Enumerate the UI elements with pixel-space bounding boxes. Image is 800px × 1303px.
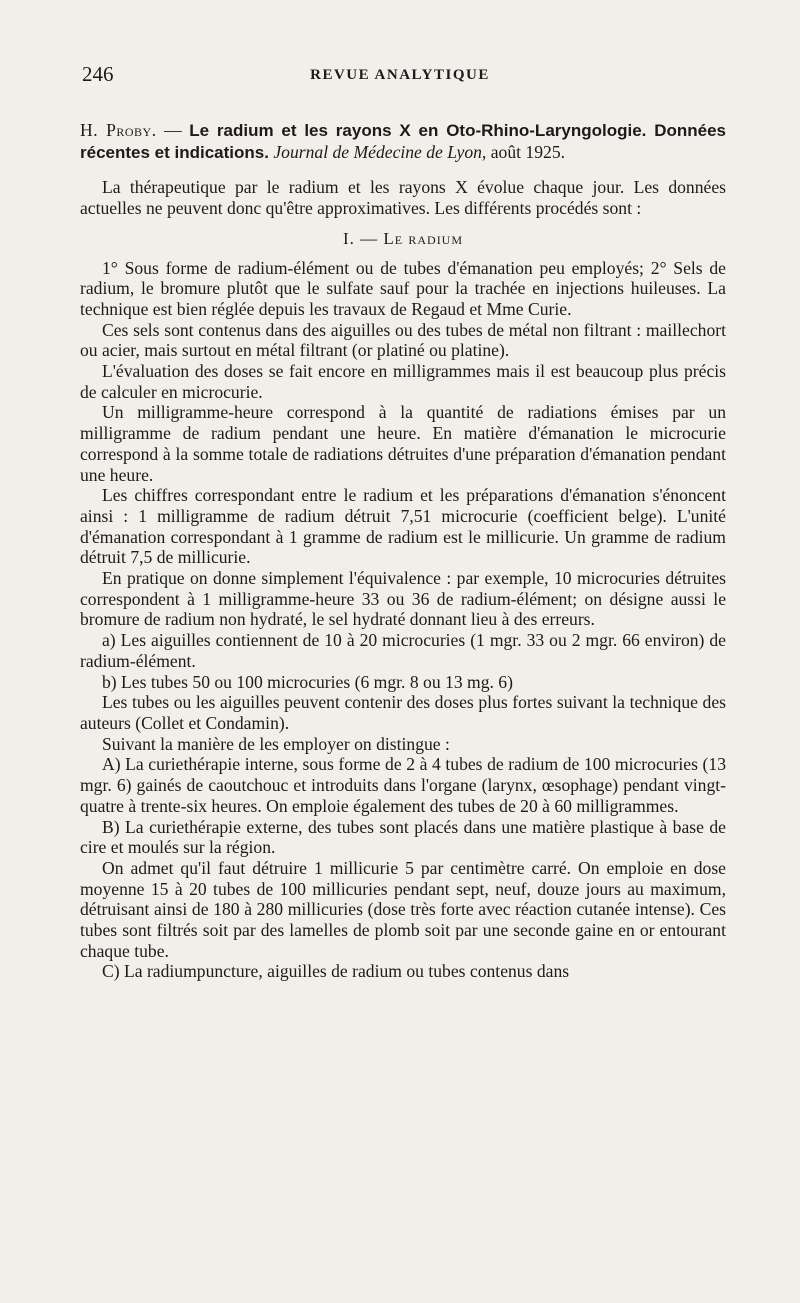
paragraph: b) Les tubes 50 ou 100 microcuries (6 mgr. 8 ou 13 mg. 6) [102, 671, 513, 692]
reference-journal: Journal de Médecine de Lyon, [273, 141, 487, 162]
paragraph: Ces sels sont contenus dans des aiguilles ou des tubes de métal non filtrant : maillechort ou acier, mais surtout en métal filtrant (or platiné ou platine). [80, 319, 726, 361]
page-header [0, 62, 800, 92]
section-number: I. — [342, 228, 384, 248]
paragraph: C) La radiumpuncture, aiguilles de radium ou tubes contenus dans [102, 961, 570, 982]
reference-author: H. Proby. [80, 120, 157, 140]
paragraph: Les chiffres correspondant entre le radium et les préparations d'émanation s'énoncent ainsi : 1 milligramme de radium détruit 7,51 microcurie (coefficient belge). L'unité d'émanation correspondant à 1 gramme de radium est le millicurie. Un gramme de radium détruit 7,5 de millicurie. [80, 485, 726, 568]
page-number: 246 [82, 62, 114, 86]
paragraph: 1° Sous forme de radium-élément ou de tubes d'émanation peu employés; 2° Sels de radium, le bromure plutôt que le sulfate sauf pour la trachée en injections huileuses. La technique est bien réglée depuis les travaux de Regaud et Mme Curie. [80, 257, 726, 319]
reference-dash: — [156, 120, 190, 140]
paragraph: Un milligramme-heure correspond à la quantité de radiations émises par un milligramme de radium pendant une heure. En matière d'émanation le microcurie correspond à la somme totale de radiations détruites d'une préparation d'émanation pendant une heure. [80, 402, 726, 485]
bibliographic-reference [80, 120, 726, 163]
reference-title: Le radium et les rayons X en Oto-Rhino-Laryngologie. Données récentes et indications. [80, 121, 727, 162]
paragraph: L'évaluation des doses se fait encore en milligrammes mais il est beaucoup plus précis de calculer en microcurie. [80, 361, 726, 402]
section-label: Le radium [383, 228, 464, 248]
reference-date: août 1925. [486, 141, 566, 162]
page-body [80, 120, 726, 982]
paragraph: Les tubes ou les aiguilles peuvent contenir des doses plus fortes suivant la technique des auteurs (Collet et Condamin). [80, 692, 726, 733]
paragraph: On admet qu'il faut détruire 1 millicurie 5 par centimètre carré. On emploie en dose moyenne 15 à 20 tubes de 100 millicuries pendant sept, neuf, douze jours au maximum, détruisant ainsi de 180 à 280 millicuries (dose très forte avec réaction cutanée intense). Ces tubes sont filtrés soit par des lamelles de plomb soit par une seconde gaine en or entourant chaque tube. [80, 857, 726, 961]
running-title: REVUE ANALYTIQUE [310, 67, 490, 83]
intro-paragraph: La thérapeutique par le radium et les rayons X évolue chaque jour. Les données actuelles ne peuvent donc qu'être approximatives. Les différents procédés sont : [80, 177, 726, 219]
paragraph: A) La curiethérapie interne, sous forme de 2 à 4 tubes de radium de 100 microcuries (13 mgr. 6) gainés de caoutchouc et introduits dans l'organe (larynx, œsophage) pendant vingt-quatre à trente-six heures. On emploie également des tubes de 20 à 60 milligrammes. [80, 754, 726, 816]
section-heading [80, 229, 726, 250]
paragraph: Suivant la manière de les employer on distingue : [102, 733, 450, 754]
paragraph: En pratique on donne simplement l'équivalence : par exemple, 10 microcuries détruites correspondent à 1 milligramme-heure 33 ou 36 de radium-élément; on désigne aussi le bromure de radium non hydraté, le sel hydraté donnant lieu à des erreurs. [80, 568, 726, 630]
paragraph: a) Les aiguilles contiennent de 10 à 20 microcuries (1 mgr. 33 ou 2 mgr. 66 environ) de radium-élément. [80, 630, 726, 671]
paragraph: B) La curiethérapie externe, des tubes sont placés dans une matière plastique à base de cire et moulés sur la région. [80, 816, 726, 858]
